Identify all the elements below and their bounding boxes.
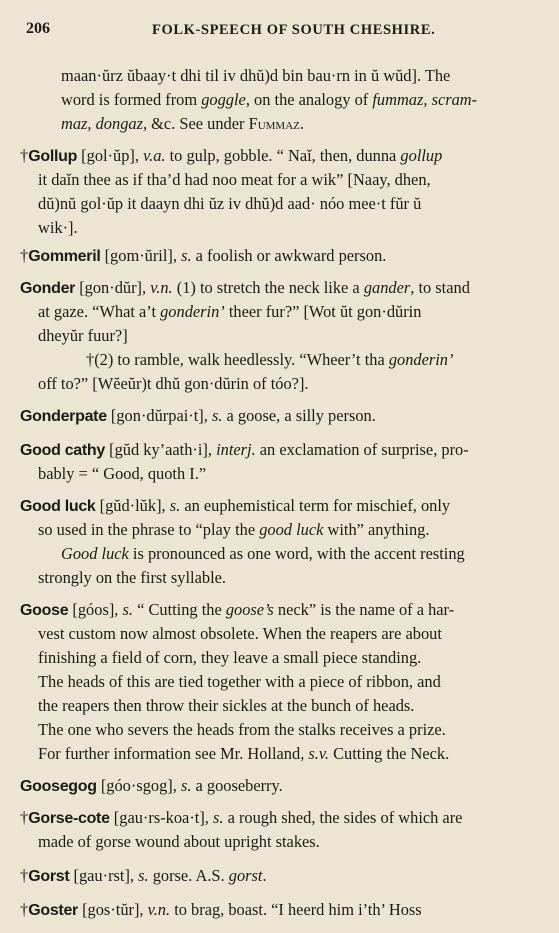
headword: Good luck xyxy=(20,498,96,515)
text-line: dŭ)nŭ gol·ŭp it daayn dhi ŭz iv dhŭ)d aad· nóo mee·t fŭr ŭ xyxy=(38,194,422,213)
headword: Gorst xyxy=(28,868,70,885)
headword: Goster xyxy=(28,902,78,919)
headword: Goose xyxy=(20,602,69,619)
page-number: 206 xyxy=(26,20,50,37)
headword: Gonderpate xyxy=(20,408,107,425)
headword: Goosegog xyxy=(20,778,97,795)
text-line: maan·ŭrz ŭbaay·t dhi til iv dhŭ)d bin bau·rn in ŭ wŭd]. The xyxy=(61,66,451,85)
entry-gonder: Gonder [gon·dŭr], v.n. (1) to stretch the neck like a gander, to stand xyxy=(20,278,470,297)
headword: Gonder xyxy=(20,280,76,297)
text-line: the reapers then throw their sickles at the bunch of heads. xyxy=(38,696,415,715)
entry-goster: †Goster [gos·tŭr], v.n. to brag, boast. “I heerd him i’th’ Hoss xyxy=(20,900,422,919)
text-line: made of gorse wound about upright stakes. xyxy=(38,832,320,851)
entry-gommeril: †Gommeril [gom·ŭril], s. a foolish or awkward person. xyxy=(20,246,387,265)
entry-gorse-cote: †Gorse-cote [gau·rs-koa·t], s. a rough shed, the sides of which are xyxy=(20,808,463,827)
text-line: at gaze. “What a’t gonderin’ theer fur?” [Wot ŭt gon·dŭrin xyxy=(38,302,422,321)
text-line: off to?” [Wĕeŭr)t dhŭ gon·dŭrin of tóo?]. xyxy=(38,374,309,393)
text-line: vest custom now almost obsolete. When the reapers are about xyxy=(38,624,442,643)
text-line: strongly on the first syllable. xyxy=(38,568,227,587)
running-title: FOLK-SPEECH OF SOUTH CHESHIRE. xyxy=(152,22,436,38)
entry-good-luck: Good luck [gŭd·lŭk], s. an euphemistical term for mischief, only xyxy=(20,496,451,515)
entry-goosegog: Goosegog [góo·sgog], s. a gooseberry. xyxy=(20,776,283,795)
entry-gollup: †Gollup [gol·ŭp], v.a. to gulp, gobble. “ Naĭ, then, dunna gollup xyxy=(20,146,443,165)
headword: Gollup xyxy=(28,148,78,165)
text-line: finishing a field of corn, they leave a small piece standing. xyxy=(38,648,422,667)
entry-goose: Goose [góos], s. “ Cutting the goose’s neck” is the name of a har- xyxy=(20,600,455,619)
entry-gonderpate: Gonderpate [gon·dŭrpai·t], s. a goose, a silly person. xyxy=(20,406,376,425)
headword: Gorse-cote xyxy=(28,810,110,827)
entry-good-cathy: Good cathy [gŭd ky’aath·i], interj. an exclamation of surprise, pro- xyxy=(20,440,469,459)
text-line: The heads of this are tied together with a piece of ribbon, and xyxy=(38,672,441,691)
entry-gorst: †Gorst [gau·rst], s. gorse. A.S. gorst. xyxy=(20,866,267,885)
text-line: dheyŭr fuur?] xyxy=(38,326,128,345)
text-line: maz, dongaz, &c. See under Fummaz. xyxy=(61,114,304,133)
text-line: so used in the phrase to “play the good luck with” anything. xyxy=(38,520,430,539)
text-line: word is formed from goggle, on the analogy of fummaz, scram- xyxy=(61,90,478,109)
text-line: it daĭn thee as if tha’d had noo meat for a wik” [Naay, dhen, xyxy=(38,170,431,189)
text-line: bably = “ Good, quoth I.” xyxy=(38,464,207,483)
headword: Gommeril xyxy=(28,248,101,265)
text-line: The one who severs the heads from the stalks receives a prize. xyxy=(38,720,446,739)
text-line: wik·]. xyxy=(38,218,78,237)
text-line: For further information see Mr. Holland, s.v. Cutting the Neck. xyxy=(38,744,450,763)
headword: Good cathy xyxy=(20,442,106,459)
text-line: Good luck is pronounced as one word, with the accent resting xyxy=(61,544,465,563)
text-line: †(2) to ramble, walk heedlessly. “Wheer’t tha gonderin’ xyxy=(86,350,454,369)
